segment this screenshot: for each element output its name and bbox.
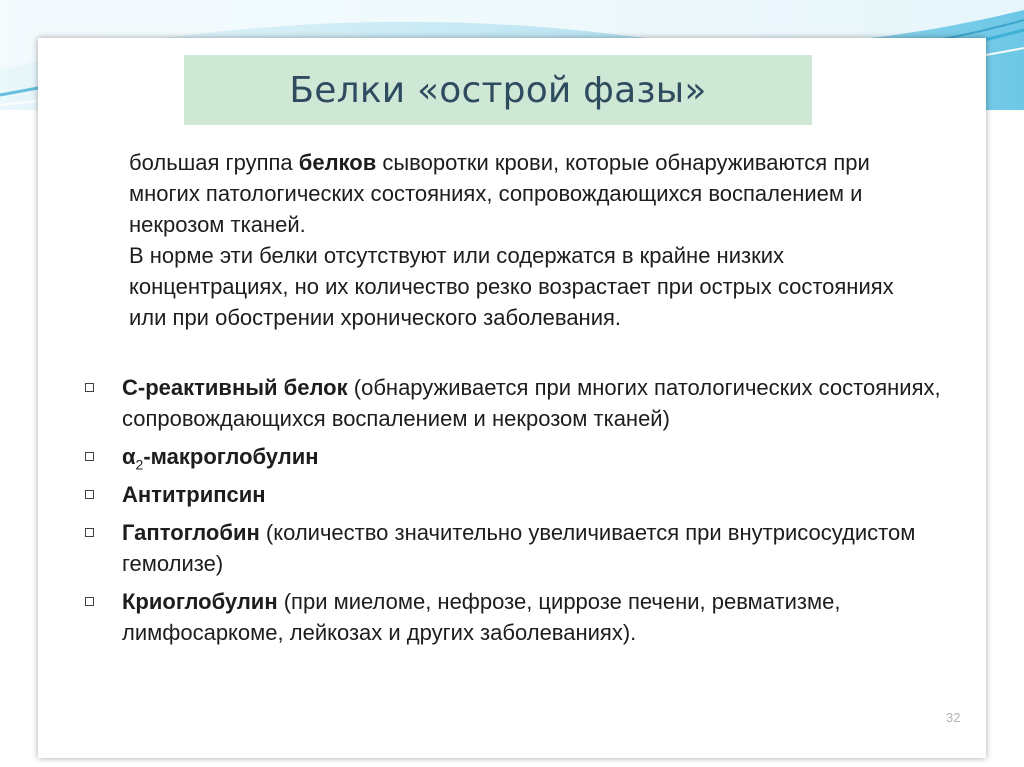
intro-paragraph-1 bbox=[129, 147, 929, 240]
intro-text-end: сыворотки крови, которые обнаруживаются при многих патологических состояниях, сопровождающихся воспалением и некрозом тканей. bbox=[129, 150, 870, 237]
list-item bbox=[85, 586, 955, 648]
item-term: Криоглобулин bbox=[122, 589, 278, 614]
item-description: (при миеломе, нефрозе, циррозе печени, ревматизме, лимфосаркоме, лейкозах и других заболеваниях). bbox=[122, 589, 841, 645]
slide-title: Белки «острой фазы» bbox=[289, 69, 707, 111]
item-term-prefix: α bbox=[122, 444, 136, 469]
intro-bold-term: белков bbox=[298, 150, 377, 175]
square-bullet-icon bbox=[85, 452, 94, 461]
item-term-subscript: 2 bbox=[135, 456, 144, 473]
intro-text-start: большая группа bbox=[129, 150, 299, 175]
list-item bbox=[85, 372, 955, 434]
square-bullet-icon bbox=[85, 597, 94, 606]
protein-list bbox=[85, 372, 955, 655]
intro-paragraph bbox=[129, 147, 929, 333]
item-term: С-реактивный белок bbox=[122, 375, 348, 400]
list-item bbox=[85, 517, 955, 579]
list-item bbox=[85, 441, 955, 472]
page-number: 32 bbox=[946, 710, 961, 725]
item-term: Антитрипсин bbox=[122, 482, 266, 507]
item-description: (количество значительно увеличивается при внутрисосудистом гемолизе) bbox=[122, 520, 916, 576]
intro-paragraph-2: В норме эти белки отсутствуют или содержатся в крайне низких концентрациях, но их количество резко возрастает при острых состояниях или при обострении хронического заболевания. bbox=[129, 243, 894, 330]
square-bullet-icon bbox=[85, 528, 94, 537]
item-term: -макроглобулин bbox=[143, 444, 319, 469]
square-bullet-icon bbox=[85, 490, 94, 499]
square-bullet-icon bbox=[85, 383, 94, 392]
item-term: Гаптоглобин bbox=[122, 520, 260, 545]
list-item bbox=[85, 479, 955, 510]
item-description: (обнаруживается при многих патологических состояниях, сопровождающихся воспалением и некрозом тканей) bbox=[122, 375, 941, 431]
title-box bbox=[184, 55, 812, 125]
